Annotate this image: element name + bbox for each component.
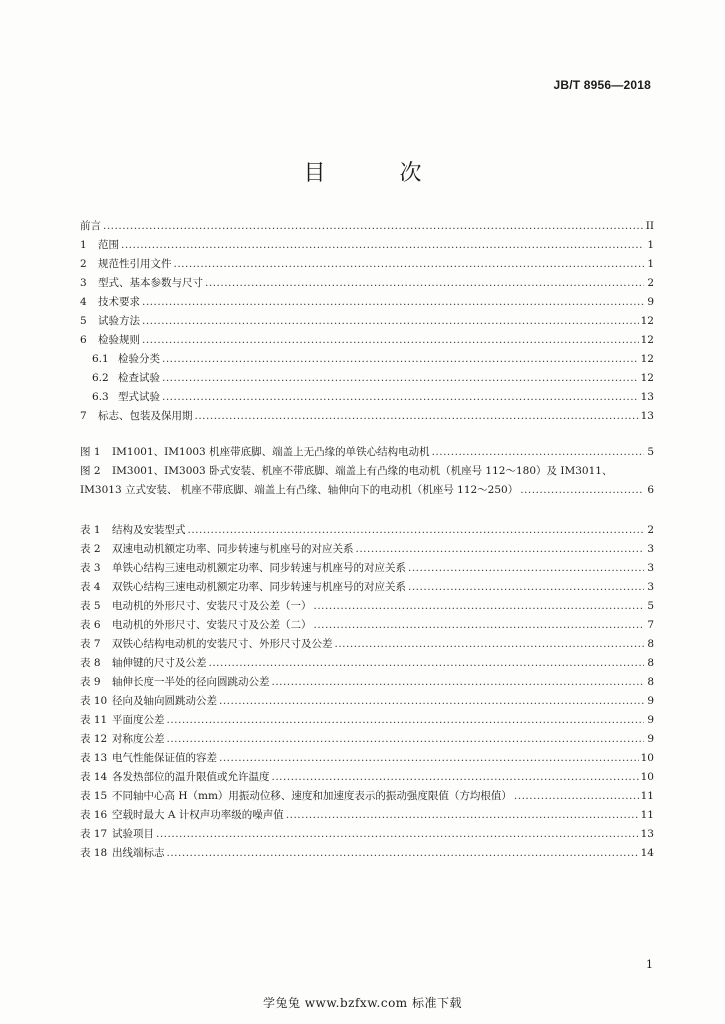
toc-table-entry[interactable] [80,784,654,803]
dot-leader [314,618,645,632]
dot-leader [121,238,644,252]
page-ref: 11 [640,790,654,802]
section-number: 6.2 [92,372,109,384]
dot-leader [432,445,644,459]
table-label: 单铁心结构三速电动机额定功率、同步转速与机座号的对应关系 [112,562,406,574]
dot-leader [272,770,639,784]
standard-number: JB/T 8956—2018 [553,78,651,92]
dot-leader [162,371,639,385]
section-number: 1 [80,239,87,251]
page-ref: 8 [647,676,654,688]
section-number: 3 [80,277,87,289]
page-ref: 12 [640,372,654,384]
table-label: 电动机的外形尺寸、安装尺寸及公差（一） [112,600,312,612]
dot-leader [209,656,645,670]
toc-section-entry[interactable] [80,233,654,252]
table-label: 出线端标志 [112,847,165,859]
page-ref: 1 [647,239,654,251]
dot-leader [167,846,639,860]
section-number: 7 [80,410,87,422]
dot-leader [219,751,639,765]
page-ref: 11 [640,809,654,821]
section-label: 规范性引用文件 [98,258,172,270]
table-number: 表 10 [80,695,108,707]
page-ref: 3 [647,562,654,574]
dot-leader [195,409,639,423]
page-ref: 10 [640,771,654,783]
section-number: 2 [80,258,87,270]
page-ref: 3 [647,543,654,555]
page-ref: 13 [640,391,654,403]
dot-leader [286,808,639,822]
dot-leader [219,694,644,708]
table-label: 各发热部位的温升限值或允许温度 [112,771,270,783]
dot-leader [188,523,645,537]
page-ref: 5 [647,446,654,458]
toc-figure-entry[interactable] [80,459,654,478]
toc-section-entry[interactable] [80,214,654,233]
dot-leader [142,295,644,309]
table-number: 表 15 [80,790,108,802]
toc-table-entry[interactable] [80,518,654,537]
toc-table-entry[interactable] [80,822,654,841]
page-ref: 5 [647,600,654,612]
table-label: 双速电动机额定功率、同步转速与机座号的对应关系 [112,543,354,555]
page-ref: 2 [647,277,654,289]
table-label: 轴伸长度一半处的径向圆跳动公差 [112,676,270,688]
table-label: 试验项目 [112,828,154,840]
page-number: 1 [646,958,653,971]
table-number: 表 6 [80,619,101,631]
dot-leader [335,637,645,651]
dot-leader [174,257,645,271]
table-label: 双铁心结构三速电动机额定功率、同步转速与机座号的对应关系 [112,581,406,593]
section-label: 标志、包装及保用期 [98,410,193,422]
toc-sections [80,214,654,423]
toc-table-entry[interactable] [80,575,654,594]
table-label: 电气性能保证值的容差 [112,752,217,764]
page-ref: 1 [647,258,654,270]
dot-leader [142,314,639,328]
table-number: 表 2 [80,543,101,555]
section-label: 技术要求 [98,296,140,308]
table-number: 表 18 [80,847,108,859]
section-number: 4 [80,296,87,308]
toc-table-entry[interactable] [80,803,654,822]
dot-leader [520,483,644,497]
table-number: 表 13 [80,752,108,764]
page-title: 目 次 [303,161,448,186]
toc-table-entry[interactable] [80,765,654,784]
page-ref: 13 [640,828,654,840]
toc-section-entry[interactable] [80,404,654,423]
page-ref: 8 [647,638,654,650]
figure-number: 图 1 [80,446,101,458]
toc-figure-entry-continued[interactable] [80,478,654,497]
table-number: 表 9 [80,676,101,688]
page-ref: 14 [640,847,654,859]
table-number: 表 4 [80,581,101,593]
page-ref: 10 [640,752,654,764]
table-number: 表 8 [80,657,101,669]
toc-table-entry[interactable] [80,746,654,765]
toc-section-entry[interactable] [80,252,654,271]
table-number: 表 11 [80,714,108,726]
dot-leader [142,333,639,347]
toc-figures [80,440,654,497]
toc-table-entry[interactable] [80,651,654,670]
toc-table-entry[interactable] [80,537,654,556]
figure-label-line2: IM3013 立式安装、 机座不带底脚、端盖上有凸缘、轴伸向下的电动机（机座号 112～250） [80,484,519,496]
toc-table-entry[interactable] [80,689,654,708]
page-ref: 9 [647,296,654,308]
table-number: 表 17 [80,828,108,840]
dot-leader [162,390,639,404]
section-label: 检验规则 [98,334,140,346]
page-ref: 8 [647,657,654,669]
toc-table-entry[interactable] [80,727,654,746]
page-ref: 3 [647,581,654,593]
dot-leader [162,352,639,366]
page-ref: 9 [647,714,654,726]
toc-tables [80,518,654,860]
table-number: 表 12 [80,733,108,745]
dot-leader [356,542,645,556]
dot-leader [408,561,644,575]
toc-table-entry[interactable] [80,670,654,689]
toc-section-entry[interactable] [80,385,654,404]
dot-leader [167,713,645,727]
page-ref: 12 [640,353,654,365]
section-label: 型式试验 [118,391,160,403]
page-ref: 13 [640,410,654,422]
dot-leader [167,732,645,746]
page-ref: 12 [640,334,654,346]
dot-leader [156,827,639,841]
page-ref: 7 [647,619,654,631]
table-label: 空载时最大 A 计权声功率级的噪声值 [112,809,284,821]
section-number: 5 [80,315,87,327]
toc-table-entry[interactable] [80,613,654,632]
figure-number: 图 2 [80,465,101,477]
section-label: 型式、基本参数与尺寸 [98,277,203,289]
section-number: 6.1 [92,353,109,365]
page-ref: II [645,220,654,232]
page-ref: 2 [647,524,654,536]
table-number: 表 3 [80,562,101,574]
table-number: 表 7 [80,638,101,650]
section-label: 检查试验 [118,372,160,384]
table-number: 表 5 [80,600,101,612]
figure-label: IM1001、IM1003 机座带底脚、端盖上无凸缘的单铁心结构电动机 [112,446,430,458]
dot-leader [314,599,645,613]
toc-table-entry[interactable] [80,556,654,575]
table-number: 表 1 [80,524,101,536]
table-label: 对称度公差 [112,733,165,745]
table-number: 表 14 [80,771,108,783]
table-label: 不同轴中心高 H（mm）用振动位移、速度和加速度表示的振动强度限值（方均根值） [112,790,512,802]
toc-figure-entry[interactable] [80,440,654,459]
page-ref: 9 [647,695,654,707]
section-number: 6 [80,334,87,346]
toc-section-entry[interactable] [80,290,654,309]
toc-section-entry[interactable] [80,366,654,385]
toc-table-entry[interactable] [80,841,654,860]
toc-table-entry[interactable] [80,594,654,613]
table-label: 径向及轴向圆跳动公差 [112,695,217,707]
section-number: 6.3 [92,391,109,403]
dot-leader [205,276,644,290]
dot-leader [103,219,644,233]
table-label: 平面度公差 [112,714,165,726]
toc-section-entry[interactable] [80,347,654,366]
dot-leader [514,789,639,803]
section-label: 检验分类 [118,353,160,365]
section-label: 试验方法 [98,315,140,327]
toc-section-entry[interactable] [80,271,654,290]
section-label: 范围 [98,239,119,251]
page-ref: 9 [647,733,654,745]
toc-table-entry[interactable] [80,708,654,727]
toc-section-entry[interactable] [80,328,654,347]
page-ref: 12 [640,315,654,327]
table-label: 轴伸键的尺寸及公差 [112,657,207,669]
figure-label-line1: IM3001、IM3003 卧式安装、机座不带底脚、端盖上有凸缘的电动机（机座号 112～180）及 IM3011、 [112,465,613,477]
table-label: 电动机的外形尺寸、安装尺寸及公差（二） [112,619,312,631]
table-label: 双铁心结构电动机的安装尺寸、外形尺寸及公差 [112,638,333,650]
page-ref: 6 [647,484,654,496]
toc-table-entry[interactable] [80,632,654,651]
dot-leader [272,675,645,689]
footer-watermark: 学兔兔 www.bzfxw.com 标准下载 [262,996,463,1010]
section-label: 前言 [80,220,101,232]
table-label: 结构及安装型式 [112,524,186,536]
toc-section-entry[interactable] [80,309,654,328]
table-number: 表 16 [80,809,108,821]
dot-leader [408,580,644,594]
